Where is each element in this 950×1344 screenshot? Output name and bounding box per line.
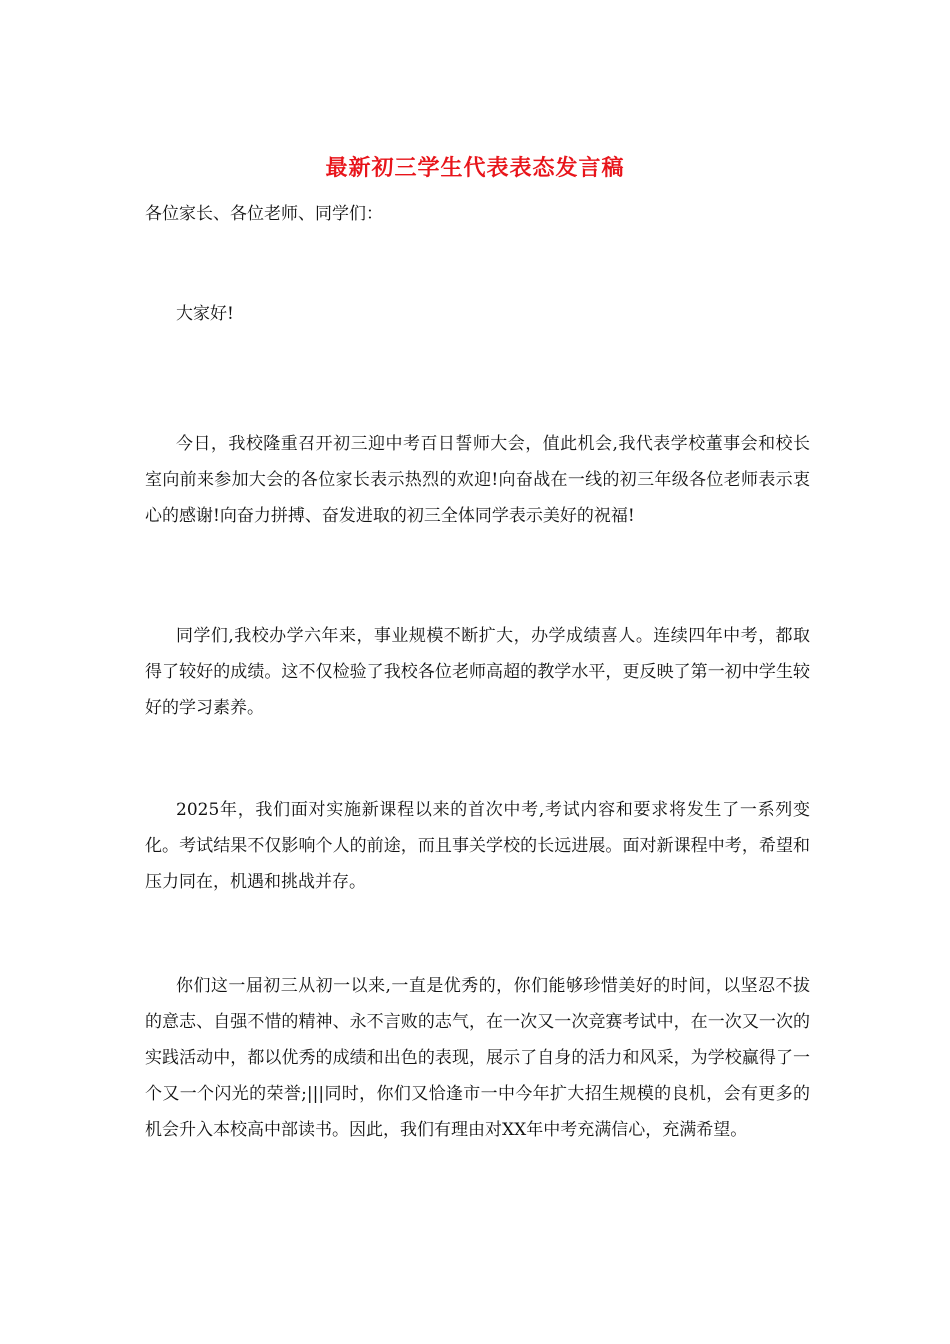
paragraph-welcome: 今日，我校隆重召开初三迎中考百日誓师大会，值此机会,我代表学校董事会和校长室向前来参加大会的各位家长表示热烈的欢迎!向奋战在一线的初三年级各位老师表示衷心的感谢!向奋力拼搏、奋发进取的初三全体同学表示美好的祝福! — [145, 434, 810, 526]
paragraph-greeting: 大家好! — [176, 304, 234, 324]
paragraph-achievements: 同学们,我校办学六年来，事业规模不断扩大，办学成绩喜人。连续四年中考，都取得了较好的成绩。这不仅检验了我校各位老师高超的教学水平，更反映了第一初中学生较好的学习素养。 — [145, 626, 810, 718]
salutation: 各位家长、各位老师、同学们： — [145, 204, 383, 224]
paragraph-encouragement: 你们这一届初三从初一以来,一直是优秀的，你们能够珍惜美好的时间，以坚忍不拔的意志、自强不惜的精神、永不言败的志气，在一次又一次竞赛考试中，在一次又一次的实践活动中，都以优秀的成绩和出色的表现，展示了自身的活力和风采，为学校赢得了一个又一个闪光的荣誉;|||同时，你们又恰逢市一中今年扩大招生规模的良机，会有更多的机会升入本校高中部读书。因此，我们有理由对XX年中考充满信心，充满希望。 — [145, 976, 810, 1140]
document-title: 最新初三学生代表表态发言稿 — [325, 155, 625, 181]
paragraph-new-curriculum: 2025年，我们面对实施新课程以来的首次中考,考试内容和要求将发生了一系列变化。考试结果不仅影响个人的前途，而且事关学校的长远进展。面对新课程中考，希望和压力同在，机遇和挑战并存。 — [145, 800, 810, 892]
